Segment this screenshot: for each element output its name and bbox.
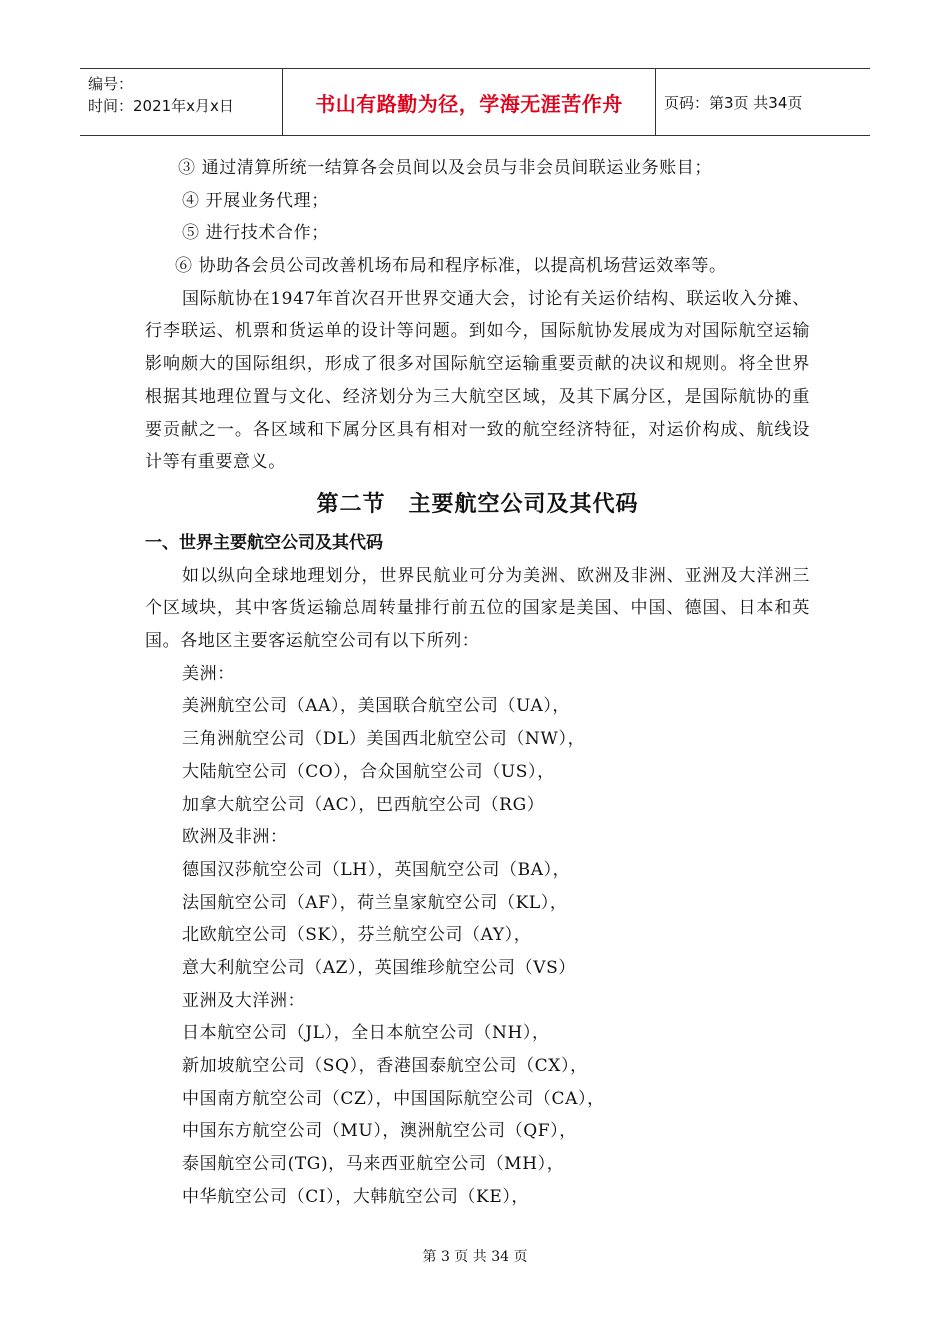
- paragraph-regions-intro: 如以纵向全球地理划分，世界民航业可分为美洲、欧洲及非洲、亚洲及大洋洲三个区域块，其中客货运输总周转量排行前五位的国家是美国、中国、德国、日本和英国。各地区主要客运航空公司有以下所列：: [145, 565, 810, 652]
- header-motto-cell: [282, 69, 656, 135]
- airline-line: 德国汉莎航空公司（LH），英国航空公司（BA），: [182, 859, 571, 880]
- page-footer: 第 3 页 共 34 页: [422, 1249, 528, 1265]
- airline-line: 三角洲航空公司（DL）美国西北航空公司（NW），: [182, 729, 586, 750]
- airline-line: 北欧航空公司（SK），芬兰航空公司（AY），: [182, 925, 532, 946]
- page-header: [80, 68, 870, 136]
- region-asia-oceania: [145, 985, 810, 1214]
- header-page-info: 页码：第3页 共34页: [664, 93, 803, 112]
- region-heading: 美洲：: [182, 663, 235, 684]
- document-body: [145, 152, 810, 1213]
- document-number-label: 编号：: [88, 75, 134, 93]
- header-meta: [80, 69, 282, 135]
- paragraph-iata-history: 国际航协在1947年首次召开世界交通大会，讨论有关运价结构、联运收入分摊、行李联运、机票和货运单的设计等问题。到如今，国际航协发展成为对国际航空运输影响颇大的国际组织，形成了很多对国际航空运输重要贡献的决议和规则。将全世界根据其地理位置与文化、经济划分为三大航空区域，及其下属分区，是国际航协的重要贡献之一。各区域和下属分区具有相对一致的航空经济特征，对运价构成、航线设计等有重要意义。: [145, 288, 810, 473]
- region-europe-africa: [145, 821, 810, 984]
- region-heading: 欧洲及非洲：: [182, 827, 288, 848]
- airline-line: 大陆航空公司（CO），合众国航空公司（US），: [182, 761, 555, 782]
- airline-line: 加拿大航空公司（AC），巴西航空公司（RG）: [182, 794, 545, 815]
- airline-line: 中国南方航空公司（CZ），中国国际航空公司（CA），: [182, 1088, 605, 1109]
- airline-line: 新加坡航空公司（SQ），香港国泰航空公司（CX），: [182, 1056, 588, 1077]
- airline-line: 泰国航空公司(TG)，马来西亚航空公司（MH），: [182, 1154, 565, 1175]
- section-title: 第二节 主要航空公司及其代码: [316, 491, 639, 517]
- list-item: ④ 开展业务代理；: [182, 190, 329, 211]
- region-americas: [145, 658, 810, 821]
- list-item: ⑥ 协助各会员公司改善机场布局和程序标准，以提高机场营运效率等。: [175, 256, 727, 277]
- airline-line: 日本航空公司（JL），全日本航空公司（NH），: [182, 1023, 550, 1044]
- header-motto: 书山有路勤为径，学海无涯苦作舟: [315, 91, 623, 116]
- airline-line: 意大利航空公司（AZ），英国维珍航空公司（VS）: [182, 957, 576, 978]
- subsection-title: 一、世界主要航空公司及其代码: [145, 532, 383, 553]
- list-item: ⑤ 进行技术合作；: [182, 223, 329, 244]
- document-time-label: 时间：2021年x月x日: [88, 97, 234, 115]
- airline-line: 法国航空公司（AF），荷兰皇家航空公司（KL），: [182, 892, 568, 913]
- airline-line: 中华航空公司（CI），大韩航空公司（KE），: [182, 1186, 530, 1207]
- region-heading: 亚洲及大洋洲：: [182, 990, 306, 1011]
- list-item: ③ 通过清算所统一结算各会员间以及会员与非会员间联运业务账目；: [178, 158, 713, 178]
- airline-line: 中国东方航空公司（MU），澳洲航空公司（QF），: [182, 1121, 577, 1142]
- airline-line: 美洲航空公司（AA），美国联合航空公司（UA），: [182, 696, 571, 717]
